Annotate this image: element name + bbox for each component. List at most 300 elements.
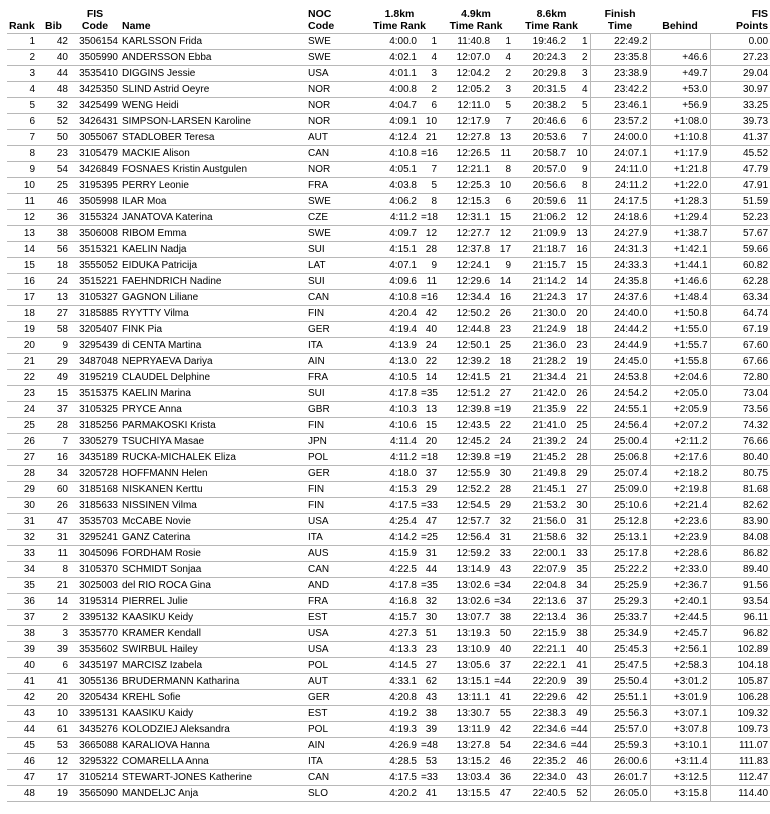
fis-code-cell: 3506008: [70, 226, 120, 242]
rank-cell: 36: [7, 594, 37, 610]
table-row: [7, 530, 770, 546]
results-body: [7, 34, 770, 802]
noc-cell: SWE: [306, 34, 360, 50]
split3-time-cell: 20:46.6: [513, 114, 568, 130]
split3-time-cell: 22:34.0: [513, 770, 568, 786]
fis-points-cell: 96.11: [710, 610, 770, 626]
split1-rank-cell: =18: [419, 450, 439, 466]
split1-time-cell: 4:15.7: [360, 610, 419, 626]
name-cell: ANDERSSON Ebba: [120, 50, 306, 66]
fis-points-cell: 111.83: [710, 754, 770, 770]
rank-cell: 48: [7, 786, 37, 802]
split1-time-cell: 4:12.4: [360, 130, 419, 146]
split1-time-cell: 4:02.1: [360, 50, 419, 66]
fis-code-cell: 3535703: [70, 514, 120, 530]
split1-rank-cell: 40: [419, 322, 439, 338]
split3-time-cell: 21:45.1: [513, 482, 568, 498]
split3-rank-cell: 4: [568, 82, 590, 98]
fis-points-cell: 74.32: [710, 418, 770, 434]
fis-points-cell: 63.34: [710, 290, 770, 306]
split2-rank-cell: 54: [492, 738, 513, 754]
name-cell: TSUCHIYA Masae: [120, 434, 306, 450]
split1-time-cell: 4:15.3: [360, 482, 419, 498]
finish-time-cell: 24:18.6: [590, 210, 650, 226]
noc-cell: AIN: [306, 354, 360, 370]
split1-rank-cell: 28: [419, 242, 439, 258]
rank-cell: 18: [7, 306, 37, 322]
bib-cell: 36: [37, 210, 70, 226]
name-cell: RYYTTY Vilma: [120, 306, 306, 322]
finish-time-cell: 25:59.3: [590, 738, 650, 754]
behind-cell: +1:29.4: [650, 210, 710, 226]
split3-rank-cell: =44: [568, 738, 590, 754]
split1-rank-cell: =35: [419, 386, 439, 402]
split3-rank-cell: 32: [568, 530, 590, 546]
behind-cell: +2:28.6: [650, 546, 710, 562]
split2-time-cell: 12:17.9: [439, 114, 492, 130]
name-cell: GAGNON Liliane: [120, 290, 306, 306]
split3-rank-cell: 25: [568, 418, 590, 434]
finish-time-cell: 22:49.2: [590, 34, 650, 50]
behind-cell: +1:48.4: [650, 290, 710, 306]
behind-cell: +2:33.0: [650, 562, 710, 578]
finish-time-cell: 24:35.8: [590, 274, 650, 290]
fis-code-cell: 3185168: [70, 482, 120, 498]
split3-time-cell: 21:30.0: [513, 306, 568, 322]
finish-time-cell: 25:12.8: [590, 514, 650, 530]
split3-rank-cell: 21: [568, 370, 590, 386]
split2-time-cell: 13:11.1: [439, 690, 492, 706]
rank-cell: 3: [7, 66, 37, 82]
rank-cell: 6: [7, 114, 37, 130]
split2-rank-cell: 8: [492, 162, 513, 178]
fis-points-cell: 52.23: [710, 210, 770, 226]
bib-cell: 56: [37, 242, 70, 258]
behind-cell: +3:07.8: [650, 722, 710, 738]
split2-rank-cell: 33: [492, 546, 513, 562]
bib-cell: 40: [37, 50, 70, 66]
bib-cell: 32: [37, 98, 70, 114]
rank-cell: 31: [7, 514, 37, 530]
split1-time-cell: 4:17.5: [360, 770, 419, 786]
bib-cell: 17: [37, 770, 70, 786]
behind-cell: +2:11.2: [650, 434, 710, 450]
behind-cell: +2:36.7: [650, 578, 710, 594]
split2-time-cell: 12:55.9: [439, 466, 492, 482]
fis-points-cell: 96.82: [710, 626, 770, 642]
split1-time-cell: 4:04.7: [360, 98, 419, 114]
fis-code-cell: 3055136: [70, 674, 120, 690]
rank-cell: 8: [7, 146, 37, 162]
split1-rank-cell: 44: [419, 562, 439, 578]
split1-rank-cell: 5: [419, 178, 439, 194]
noc-cell: GBR: [306, 402, 360, 418]
fis-points-cell: 51.59: [710, 194, 770, 210]
split1-rank-cell: =18: [419, 210, 439, 226]
noc-cell: LAT: [306, 258, 360, 274]
split3-time-cell: 20:59.6: [513, 194, 568, 210]
table-row: [7, 786, 770, 802]
split1-time-cell: 4:06.2: [360, 194, 419, 210]
split1-rank-cell: 43: [419, 690, 439, 706]
header-behind: Behind: [662, 20, 698, 32]
fis-points-cell: 57.67: [710, 226, 770, 242]
split2-rank-cell: 50: [492, 626, 513, 642]
split2-rank-cell: 31: [492, 530, 513, 546]
fis-code-cell: 3105479: [70, 146, 120, 162]
fis-points-cell: 67.19: [710, 322, 770, 338]
split3-time-cell: 21:28.2: [513, 354, 568, 370]
table-row: [7, 514, 770, 530]
finish-time-cell: 24:11.2: [590, 178, 650, 194]
rank-cell: 21: [7, 354, 37, 370]
bib-cell: 23: [37, 146, 70, 162]
split3-rank-cell: 37: [568, 594, 590, 610]
noc-cell: NOR: [306, 114, 360, 130]
noc-cell: SUI: [306, 274, 360, 290]
table-row: [7, 594, 770, 610]
noc-cell: USA: [306, 514, 360, 530]
name-cell: RUCKA-MICHALEK Eliza: [120, 450, 306, 466]
bib-cell: 46: [37, 194, 70, 210]
header-rank: Rank: [9, 20, 35, 32]
split2-time-cell: 13:05.6: [439, 658, 492, 674]
fis-points-cell: 86.82: [710, 546, 770, 562]
split3-time-cell: 22:13.4: [513, 610, 568, 626]
table-row: [7, 418, 770, 434]
header-finish-time: Finish Time: [604, 8, 636, 32]
behind-cell: +2:05.0: [650, 386, 710, 402]
split2-time-cell: 12:24.1: [439, 258, 492, 274]
behind-cell: +2:18.2: [650, 466, 710, 482]
noc-cell: AUT: [306, 130, 360, 146]
split3-time-cell: 22:22.1: [513, 658, 568, 674]
split1-rank-cell: 7: [419, 162, 439, 178]
split3-time-cell: 22:34.6: [513, 722, 568, 738]
split2-time-cell: 12:29.6: [439, 274, 492, 290]
behind-cell: [650, 34, 710, 50]
fis-points-cell: 29.04: [710, 66, 770, 82]
table-row: [7, 114, 770, 130]
split2-time-cell: 12:52.2: [439, 482, 492, 498]
split2-rank-cell: 41: [492, 690, 513, 706]
finish-time-cell: 24:44.9: [590, 338, 650, 354]
fis-code-cell: 3105327: [70, 290, 120, 306]
rank-cell: 24: [7, 402, 37, 418]
split3-time-cell: 20:24.3: [513, 50, 568, 66]
finish-time-cell: 24:11.0: [590, 162, 650, 178]
bib-cell: 20: [37, 690, 70, 706]
split1-time-cell: 4:16.8: [360, 594, 419, 610]
bib-cell: 38: [37, 226, 70, 242]
fis-code-cell: 3155324: [70, 210, 120, 226]
fis-points-cell: 76.66: [710, 434, 770, 450]
bib-cell: 47: [37, 514, 70, 530]
split2-rank-cell: 43: [492, 562, 513, 578]
behind-cell: +49.7: [650, 66, 710, 82]
split1-rank-cell: 62: [419, 674, 439, 690]
behind-cell: +1:55.8: [650, 354, 710, 370]
bib-cell: 12: [37, 754, 70, 770]
name-cell: NISKANEN Kerttu: [120, 482, 306, 498]
name-cell: MANDELJC Anja: [120, 786, 306, 802]
fis-code-cell: 3395131: [70, 706, 120, 722]
split2-time-cell: 13:30.7: [439, 706, 492, 722]
bib-cell: 3: [37, 626, 70, 642]
split3-rank-cell: 13: [568, 226, 590, 242]
finish-time-cell: 24:31.3: [590, 242, 650, 258]
fis-points-cell: 80.40: [710, 450, 770, 466]
split1-time-cell: 4:15.9: [360, 546, 419, 562]
name-cell: WENG Heidi: [120, 98, 306, 114]
split3-time-cell: 22:38.3: [513, 706, 568, 722]
table-row: [7, 98, 770, 114]
name-cell: FINK Pia: [120, 322, 306, 338]
finish-time-cell: 23:57.2: [590, 114, 650, 130]
rank-cell: 4: [7, 82, 37, 98]
rank-cell: 20: [7, 338, 37, 354]
bib-cell: 39: [37, 642, 70, 658]
split1-rank-cell: 21: [419, 130, 439, 146]
noc-cell: FRA: [306, 370, 360, 386]
split1-rank-cell: 4: [419, 50, 439, 66]
split3-time-cell: 20:53.6: [513, 130, 568, 146]
fis-code-cell: 3435276: [70, 722, 120, 738]
noc-cell: NOR: [306, 82, 360, 98]
split3-rank-cell: 42: [568, 690, 590, 706]
table-row: [7, 66, 770, 82]
fis-code-cell: 3555052: [70, 258, 120, 274]
fis-code-cell: 3515321: [70, 242, 120, 258]
rank-cell: 15: [7, 258, 37, 274]
fis-points-cell: 106.28: [710, 690, 770, 706]
behind-cell: +3:11.4: [650, 754, 710, 770]
name-cell: STEWART-JONES Katherine: [120, 770, 306, 786]
behind-cell: +56.9: [650, 98, 710, 114]
rank-cell: 22: [7, 370, 37, 386]
split2-time-cell: 12:59.2: [439, 546, 492, 562]
split1-time-cell: 4:15.1: [360, 242, 419, 258]
split2-time-cell: 12:27.7: [439, 226, 492, 242]
behind-cell: +2:44.5: [650, 610, 710, 626]
name-cell: MARCISZ Izabela: [120, 658, 306, 674]
split2-rank-cell: 2: [492, 66, 513, 82]
fis-points-cell: 91.56: [710, 578, 770, 594]
noc-cell: AIN: [306, 738, 360, 754]
split2-rank-cell: 3: [492, 82, 513, 98]
fis-code-cell: 3105325: [70, 402, 120, 418]
name-cell: KREHL Sofie: [120, 690, 306, 706]
split3-time-cell: 21:34.4: [513, 370, 568, 386]
split3-time-cell: 22:13.6: [513, 594, 568, 610]
name-cell: PIERREL Julie: [120, 594, 306, 610]
table-row: [7, 482, 770, 498]
fis-code-cell: 3205728: [70, 466, 120, 482]
fis-code-cell: 3435189: [70, 450, 120, 466]
noc-cell: FIN: [306, 418, 360, 434]
fis-code-cell: 3025003: [70, 578, 120, 594]
rank-cell: 23: [7, 386, 37, 402]
bib-cell: 31: [37, 530, 70, 546]
fis-code-cell: 3505998: [70, 194, 120, 210]
split1-rank-cell: 38: [419, 706, 439, 722]
name-cell: SLIND Astrid Oeyre: [120, 82, 306, 98]
split2-rank-cell: 21: [492, 370, 513, 386]
rank-cell: 10: [7, 178, 37, 194]
rank-cell: 37: [7, 610, 37, 626]
split1-rank-cell: 3: [419, 66, 439, 82]
split3-time-cell: 20:31.5: [513, 82, 568, 98]
split3-time-cell: 21:53.2: [513, 498, 568, 514]
fis-code-cell: 3515375: [70, 386, 120, 402]
name-cell: KARLSSON Frida: [120, 34, 306, 50]
split3-rank-cell: 52: [568, 786, 590, 802]
rank-cell: 16: [7, 274, 37, 290]
name-cell: NEPRYAEVA Dariya: [120, 354, 306, 370]
noc-cell: AUS: [306, 546, 360, 562]
split3-time-cell: 21:09.9: [513, 226, 568, 242]
table-row: [7, 242, 770, 258]
behind-cell: +1:10.8: [650, 130, 710, 146]
split2-rank-cell: 10: [492, 178, 513, 194]
finish-time-cell: 24:45.0: [590, 354, 650, 370]
rank-cell: 32: [7, 530, 37, 546]
fis-code-cell: 3665088: [70, 738, 120, 754]
split2-rank-cell: =44: [492, 674, 513, 690]
noc-cell: GER: [306, 466, 360, 482]
bib-cell: 60: [37, 482, 70, 498]
name-cell: RIBOM Emma: [120, 226, 306, 242]
split1-time-cell: 4:09.7: [360, 226, 419, 242]
split2-time-cell: 12:11.0: [439, 98, 492, 114]
split2-time-cell: 13:15.2: [439, 754, 492, 770]
split1-rank-cell: =16: [419, 290, 439, 306]
bib-cell: 50: [37, 130, 70, 146]
split3-rank-cell: 19: [568, 354, 590, 370]
rank-cell: 5: [7, 98, 37, 114]
behind-cell: +46.6: [650, 50, 710, 66]
fis-points-cell: 82.62: [710, 498, 770, 514]
rank-cell: 43: [7, 706, 37, 722]
split3-time-cell: 21:39.2: [513, 434, 568, 450]
finish-time-cell: 26:01.7: [590, 770, 650, 786]
name-cell: COMARELLA Anna: [120, 754, 306, 770]
results-table: [7, 2, 770, 802]
split1-time-cell: 4:20.2: [360, 786, 419, 802]
fis-points-cell: 30.97: [710, 82, 770, 98]
name-cell: KOLODZIEJ Aleksandra: [120, 722, 306, 738]
split3-time-cell: 22:29.6: [513, 690, 568, 706]
fis-points-cell: 114.40: [710, 786, 770, 802]
behind-cell: +1:38.7: [650, 226, 710, 242]
split2-time-cell: 12:05.2: [439, 82, 492, 98]
bib-cell: 61: [37, 722, 70, 738]
name-cell: ILAR Moa: [120, 194, 306, 210]
header-fis-points: FIS Points: [735, 8, 769, 32]
name-cell: KAELIN Marina: [120, 386, 306, 402]
split3-time-cell: 21:24.9: [513, 322, 568, 338]
split2-time-cell: 13:07.7: [439, 610, 492, 626]
fis-points-cell: 39.73: [710, 114, 770, 130]
split3-rank-cell: 14: [568, 274, 590, 290]
name-cell: KRAMER Kendall: [120, 626, 306, 642]
bib-cell: 19: [37, 786, 70, 802]
split2-rank-cell: 42: [492, 722, 513, 738]
split2-time-cell: 13:14.9: [439, 562, 492, 578]
finish-time-cell: 24:37.6: [590, 290, 650, 306]
name-cell: CLAUDEL Delphine: [120, 370, 306, 386]
rank-cell: 12: [7, 210, 37, 226]
split1-rank-cell: 47: [419, 514, 439, 530]
split1-time-cell: 4:18.0: [360, 466, 419, 482]
split1-rank-cell: 2: [419, 82, 439, 98]
fis-code-cell: 3305279: [70, 434, 120, 450]
table-row: [7, 210, 770, 226]
rank-cell: 46: [7, 754, 37, 770]
behind-cell: +2:23.6: [650, 514, 710, 530]
noc-cell: SUI: [306, 242, 360, 258]
split2-rank-cell: 36: [492, 770, 513, 786]
split1-time-cell: 4:25.4: [360, 514, 419, 530]
split1-rank-cell: 15: [419, 418, 439, 434]
split3-time-cell: 21:15.7: [513, 258, 568, 274]
split1-rank-cell: =25: [419, 530, 439, 546]
fis-code-cell: 3515221: [70, 274, 120, 290]
split1-time-cell: 4:07.1: [360, 258, 419, 274]
behind-cell: +2:58.3: [650, 658, 710, 674]
table-row: [7, 354, 770, 370]
split2-rank-cell: 16: [492, 290, 513, 306]
split1-rank-cell: =33: [419, 770, 439, 786]
table-row: [7, 194, 770, 210]
finish-time-cell: 25:29.3: [590, 594, 650, 610]
behind-cell: +3:01.2: [650, 674, 710, 690]
fis-points-cell: 41.37: [710, 130, 770, 146]
fis-code-cell: 3185256: [70, 418, 120, 434]
fis-points-cell: 105.87: [710, 674, 770, 690]
noc-cell: GER: [306, 322, 360, 338]
fis-code-cell: 3195219: [70, 370, 120, 386]
split2-time-cell: 12:56.4: [439, 530, 492, 546]
finish-time-cell: 25:22.2: [590, 562, 650, 578]
split1-time-cell: 4:28.5: [360, 754, 419, 770]
split2-rank-cell: 17: [492, 242, 513, 258]
fis-code-cell: 3045096: [70, 546, 120, 562]
name-cell: PARMAKOSKI Krista: [120, 418, 306, 434]
table-row: [7, 274, 770, 290]
split2-time-cell: 12:43.5: [439, 418, 492, 434]
fis-code-cell: 3506154: [70, 34, 120, 50]
rank-cell: 35: [7, 578, 37, 594]
behind-cell: +1:42.1: [650, 242, 710, 258]
split1-rank-cell: 37: [419, 466, 439, 482]
split3-time-cell: 22:21.1: [513, 642, 568, 658]
behind-cell: +1:08.0: [650, 114, 710, 130]
split2-time-cell: 12:51.2: [439, 386, 492, 402]
fis-code-cell: 3425350: [70, 82, 120, 98]
split2-rank-cell: 6: [492, 194, 513, 210]
split3-time-cell: 21:45.2: [513, 450, 568, 466]
behind-cell: +1:50.8: [650, 306, 710, 322]
table-row: [7, 162, 770, 178]
split1-rank-cell: =35: [419, 578, 439, 594]
finish-time-cell: 25:10.6: [590, 498, 650, 514]
split2-rank-cell: 12: [492, 226, 513, 242]
split2-rank-cell: =19: [492, 450, 513, 466]
finish-time-cell: 24:56.4: [590, 418, 650, 434]
split2-time-cell: 12:39.8: [439, 450, 492, 466]
name-cell: SCHMIDT Sonjaa: [120, 562, 306, 578]
